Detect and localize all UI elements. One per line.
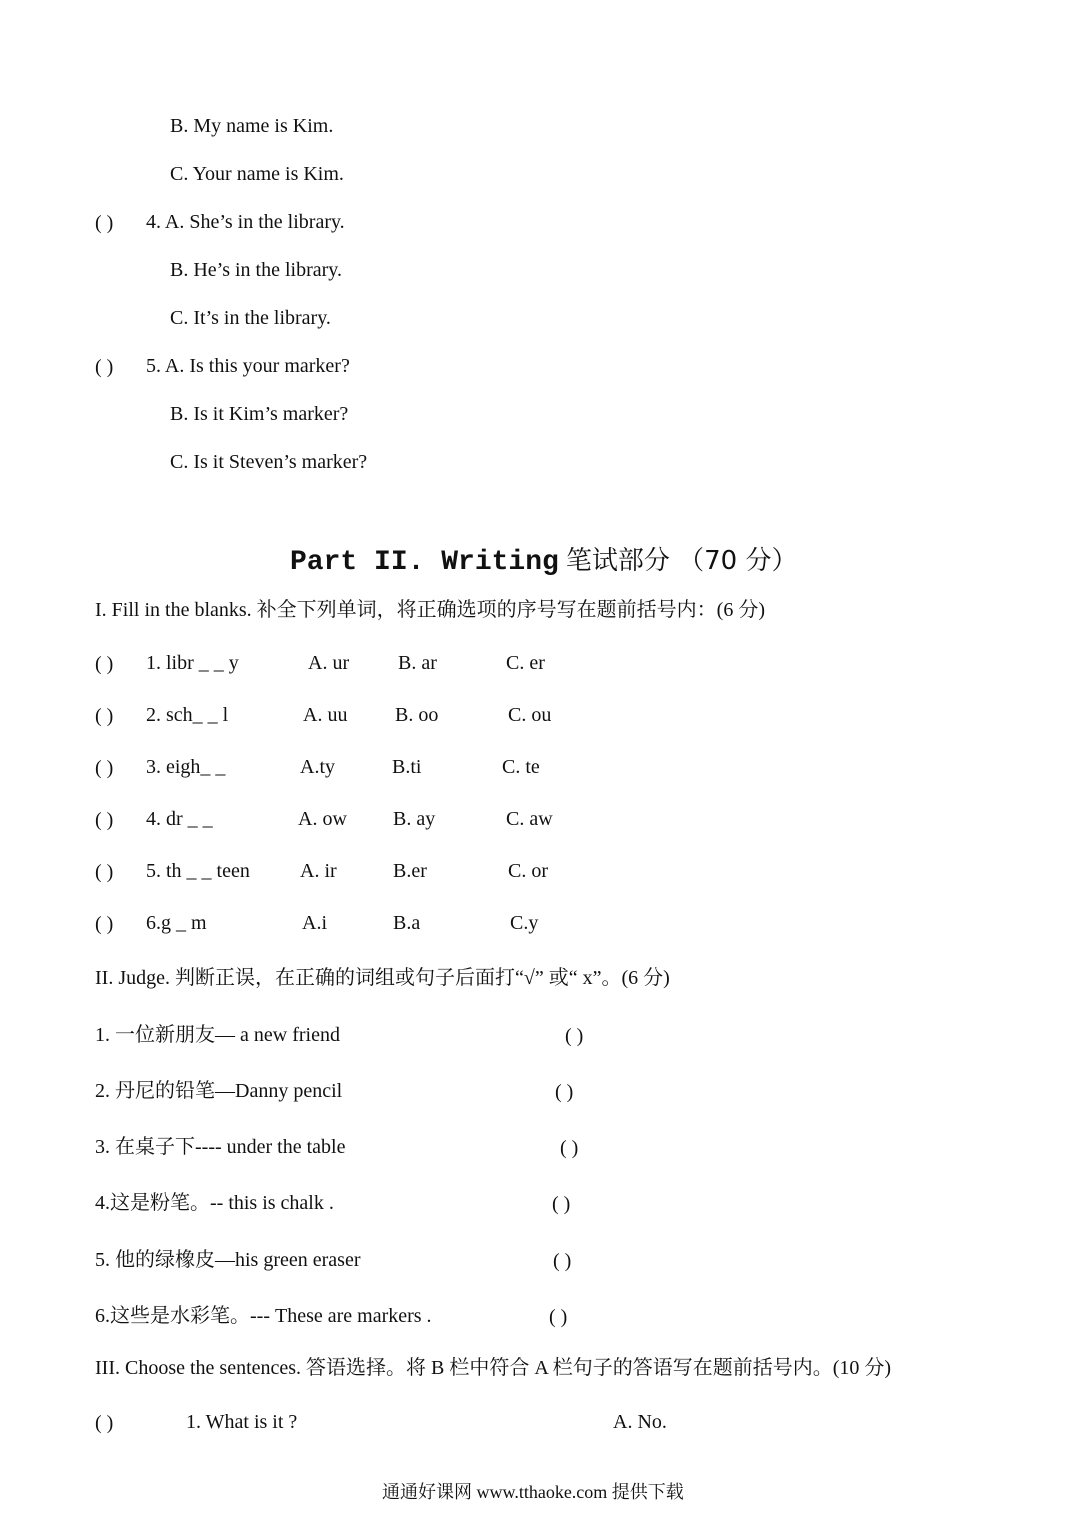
option-c: C.y — [510, 912, 539, 934]
option-b: B.er — [393, 860, 427, 882]
answer-paren: ( ) — [95, 861, 114, 883]
judge-text: 1. 一位新朋友— a new friend — [95, 1024, 340, 1046]
option-a: A.i — [302, 912, 327, 934]
answer-paren: ( ) — [95, 705, 114, 727]
q5-option-b: B. Is it Kim’s marker? — [170, 403, 349, 425]
option-a: A. ow — [298, 808, 347, 830]
option-b: B. oo — [395, 704, 439, 726]
answer-paren: ( ) — [549, 1306, 568, 1328]
answer-paren: ( ) — [553, 1250, 572, 1272]
option-b: B.ti — [392, 756, 422, 778]
judge-text: 2. 丹尼的铅笔—Danny pencil — [95, 1080, 343, 1102]
fill-word: 2. sch_ _ l — [146, 704, 229, 726]
option-c: C. ou — [508, 704, 552, 726]
judge-text: 6.这些是水彩笔。--- These are markers . — [95, 1305, 432, 1327]
footer-watermark: 通通好课网 www.tthaoke.com 提供下载 — [382, 1482, 684, 1502]
fill-word: 5. th _ _ teen — [146, 860, 250, 882]
answer-paren: ( ) — [95, 809, 114, 831]
option-c: C. er — [506, 652, 545, 674]
fill-word: 6.g _ m — [146, 912, 207, 934]
answer-paren: ( ) — [555, 1081, 574, 1103]
q4-answer-paren: ( ) — [95, 212, 114, 234]
judge-text: 4.这是粉笔。-- this is chalk . — [95, 1192, 334, 1214]
q3-option-b: B. My name is Kim. — [170, 115, 334, 137]
answer-paren: ( ) — [95, 1412, 114, 1434]
q5-answer-paren: ( ) — [95, 356, 114, 378]
option-b: B. ar — [398, 652, 437, 674]
option-b: B.a — [393, 912, 421, 934]
part2-title-cn: 笔试部分 （70 分） — [565, 546, 798, 576]
option-a: A. uu — [303, 704, 348, 726]
section2-heading: II. Judge. 判断正误，在正确的词组或句子后面打“√” 或“ x”。(6 分) — [95, 967, 670, 989]
part2-title-en: Part II. Writing — [290, 547, 559, 578]
judge-text: 3. 在桌子下---- under the table — [95, 1136, 346, 1158]
section3-heading: III. Choose the sentences. 答语选择。将 B 栏中符合 A 栏句子的答语写在题前括号内。(10 分) — [95, 1357, 892, 1379]
answer-paren: ( ) — [565, 1025, 584, 1047]
answer-paren: ( ) — [552, 1193, 571, 1215]
q4-option-a: 4. A. She’s in the library. — [146, 211, 345, 233]
q5-option-c: C. Is it Steven’s marker? — [170, 451, 368, 473]
option-a: A. ir — [300, 860, 337, 882]
answer-paren: ( ) — [95, 913, 114, 935]
answer-paren: ( ) — [560, 1137, 579, 1159]
q3-option-c: C. Your name is Kim. — [170, 163, 344, 185]
judge-text: 5. 他的绿橡皮—his green eraser — [95, 1249, 361, 1271]
option-b: B. ay — [393, 808, 436, 830]
answer-paren: ( ) — [95, 653, 114, 675]
q4-option-c: C. It’s in the library. — [170, 307, 331, 329]
fill-word: 1. libr _ _ y — [146, 652, 239, 674]
option-a: A.ty — [300, 756, 335, 778]
option-c: C. or — [508, 860, 548, 882]
q5-option-a: 5. A. Is this your marker? — [146, 355, 350, 377]
option-c: C. aw — [506, 808, 553, 830]
question-text: 1. What is it ? — [186, 1411, 298, 1433]
option-c: C. te — [502, 756, 540, 778]
section1-heading: I. Fill in the blanks. 补全下列单词，将正确选项的序号写在题前括号内：(6 分) — [95, 599, 765, 621]
fill-word: 3. eigh_ _ — [146, 756, 226, 778]
answer-option: A. No. — [613, 1411, 667, 1433]
fill-word: 4. dr _ _ — [146, 808, 213, 830]
option-a: A. ur — [308, 652, 350, 674]
answer-paren: ( ) — [95, 757, 114, 779]
part2-title — [290, 540, 797, 578]
q4-option-b: B. He’s in the library. — [170, 259, 343, 281]
